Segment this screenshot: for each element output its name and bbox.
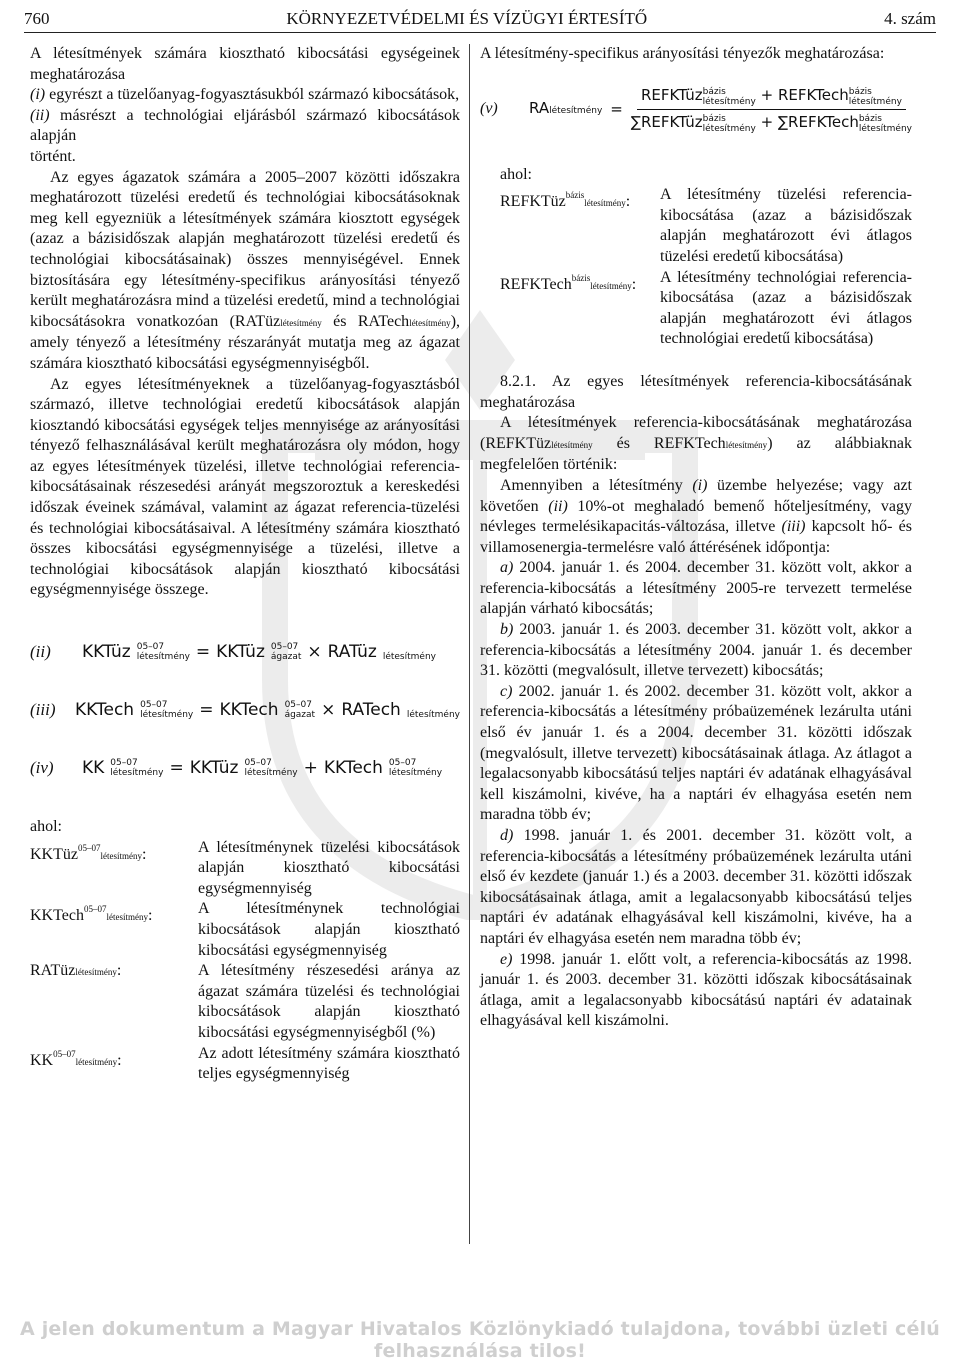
right-heading: A létesítmény-specifikus arányosítási tényezők meghatározása: [480, 45, 885, 62]
ahol-label: ahol: [30, 818, 62, 836]
ahol-label: ahol: [500, 165, 532, 183]
formula-iii: (iii) KKTech 05–07 létesítmény = KKTech 05–07 ágazat × RATech létesítmény [30, 699, 460, 721]
definition-row: KKTech$^{05-07}$létesítmény: A létesítménynek technológiai kibocsátások alapján kiosztható kibocsátási egységmennyiség [30, 900, 460, 959]
right-definitions [480, 165, 912, 350]
list-item: c) 2002. január 1. és 2002. december 31. között volt, akkor a referencia-kibocsátás a létesítmény próbaüzemének lezárulta utáni első év január 1. és a 2004. december 31. közötti időszak (megvalósult, illetve tervezett) kibocsátásainak átlaga. Az átlagot a legalacsonyabb kibocsátású teljes naptári év adatának elhagyásával kell kiszámolni, kivéve, ha a naptári év elhagyása esetén nem maradna több év; [480, 682, 912, 824]
list-item: e) 1998. január 1. előtt volt, a referencia-kibocsátás az 1998. január 1. és 2003. december 31. közötti időszak kibocsátásainak átlaga, amit a legalacsonyabb kibocsátású naptári év adatainak elhagyásával kell kiszámolni. [480, 950, 912, 1030]
formula-iv: (iv) KK 05–07 létesítmény = KKTüz 05–07 létesítmény + KKTech 05–07 létesítmény [30, 757, 443, 779]
definition-row: RATüzlétesítmény: A létesítmény részesedési aránya az ágazat számára tüzelési és technológiai kibocsátások alapján kiosztható kibocsátási egységmennyiségből (%) [30, 962, 460, 1041]
tortent-text: történt. [30, 147, 76, 165]
column-divider [469, 44, 470, 1244]
issue-number: 4. szám [884, 9, 936, 28]
item-ii: (ii) másrészt a technológiai eljárásból származó kibocsátások alapján [30, 106, 460, 145]
list-item: b) 2003. január 1. és 2003. december 31. között volt, akkor a referencia-kibocsátás a létesítmény 2004. január 1. és december 31. közötti (megvalósult, illetve tervezett) kibocsátás; [480, 621, 912, 680]
page-header [24, 6, 936, 33]
formula-ii: (ii) KKTüz 05–07 létesítmény = KKTüz 05–07 ágazat × RATüz létesítmény [30, 641, 436, 663]
paragraph-calculation: Az egyes létesítményeknek a tüzelőanyag-fogyasztásból származó, illetve technológiai eredetű kibocsátások alapján kiosztandó kibocsátási egységek teljes mennyisége az arányosítási tényező felhasználásával került meghatározásra oly módon, hogy az egyes létesítmények tüzelési, illetve technológiai referencia-kibocsátásainak részesedési arányát megszoroztuk a kereskedési időszak éveinek számával, valamint az ágazat referencia-tüzelési és technológiai kibocsátásaival. A létesítmény számára kiosztható összes kibocsátási egységmennyisége a tüzelési, illetve a technológiai kibocsátások alapján kiosztható kibocsátási egységmennyisége összege. [30, 375, 460, 599]
paragraph-allocation: Az egyes ágazatok számára a 2005–2007 közötti időszakra meghatározott tüzelési eredetű és technológiai kibocsátásoknak meg kell egyezniük a létesítmények számára kiosztott egységek (azaz a bázisidőszak alapján meghatározott tüzelési eredetű és technológiai kibocsátásainak) összes mennyiségével. Ennek biztosítására egy létesítmény-specifikus arányosítási tényező került meghatározásra mind a tüzelési eredetű, mind a technológiai kibocsátásokra vonatkozóan (RATüzlétesítmény és RATechlétesítmény), amely tényező a létesítmény részarányát mutatja meg az ágazat számára kiosztható kibocsátási egységmennyiségből. [30, 168, 461, 372]
page-number: 760 [24, 9, 50, 28]
definition-row: REFKTech$^{bázis}$létesítmény: A létesítmény technológiai referencia-kibocsátása (azaz a bázisidőszak alapján meghatározott évi átlagos technológiai eredetű kibocsátása) [500, 268, 912, 348]
paragraph-reference: A létesítmények referencia-kibocsátásának meghatározása (REFKTüzlétesítmény és REFKTechlétesítmény) az alábbiaknak megfelelően történik: [480, 414, 912, 474]
definition-row: KKTüz$^{05-07}$létesítmény: A létesítménynek tüzelési kibocsátások alapján kiosztható kibocsátási egységmennyiség [30, 838, 460, 897]
list-item: d) 1998. január 1. és 2001. december 31. között volt, a referencia-kibocsátás a létesítmény próbaüzemének lezárulta utáni első év kezdete (január 1.) és a 2003. december 31. közötti időszak kibocsátásainak átlaga, amit a legalacsonyabb kibocsátású teljes naptári év adatának elhagyásával kell kiszámolni, kivéve, ha a naptári év elhagyása esetén nem maradna több év; [480, 827, 912, 947]
intro-paragraph: A létesítmények számára kiosztható kibocsátási egységeinek meghatározása [30, 45, 460, 83]
left-definitions [30, 817, 460, 1085]
definition-row: REFKTüz$^{bázis}$létesítmény: A létesítmény tüzelési referencia-kibocsátása (azaz a bázisidőszak alapján meghatározott évi átlagos tüzelési eredetű kibocsátása) [500, 186, 912, 265]
journal-title: KÖRNYEZETVÉDELMI ÉS VÍZÜGYI ÉRTESÍTŐ [286, 9, 648, 28]
footer-notice: A jelen dokumentum a Magyar Hivatalos Közlönykiadó tulajdona, további üzleti célú felhasználása tilos! [19, 1318, 941, 1362]
item-i: (i) egyrészt a tüzelőanyag-fogyasztásukból származó kibocsátások, [30, 86, 460, 104]
section-title: 8.2.1. Az egyes létesítmények referencia-kibocsátásának meghatározása [480, 372, 912, 411]
formula-v: (v) RAlétesítmény = REFKTüzbázis létesítmény + REFKTechbázis létesítmény ∑REFKTüzbázis létesítmény + ∑REFKTechbázis létesítmény [480, 86, 912, 135]
definition-row: KK$^{05-07}$létesítmény: Az adott létesítmény számára kiosztható teljes egységmennyiség [30, 1044, 460, 1083]
right-column [480, 44, 912, 1032]
list-item: a) 2004. január 1. és 2004. december 31. között volt, akkor a referencia-kibocsátás a létesítmény 2005-re tervezett termelése alapján várható kibocsátás; [480, 559, 912, 618]
left-column [30, 44, 460, 1085]
paragraph-conditions: Amennyiben a létesítmény (i) üzembe helyezése; vagy azt követően (ii) 10%-ot meghaladó bemenő hőteljesítmény, vagy névleges termelésikapacitás-változása, illetve (iii) kapcsolt hő- és villamosenergia-termelésre való áttérésének időpontja: [480, 476, 913, 556]
